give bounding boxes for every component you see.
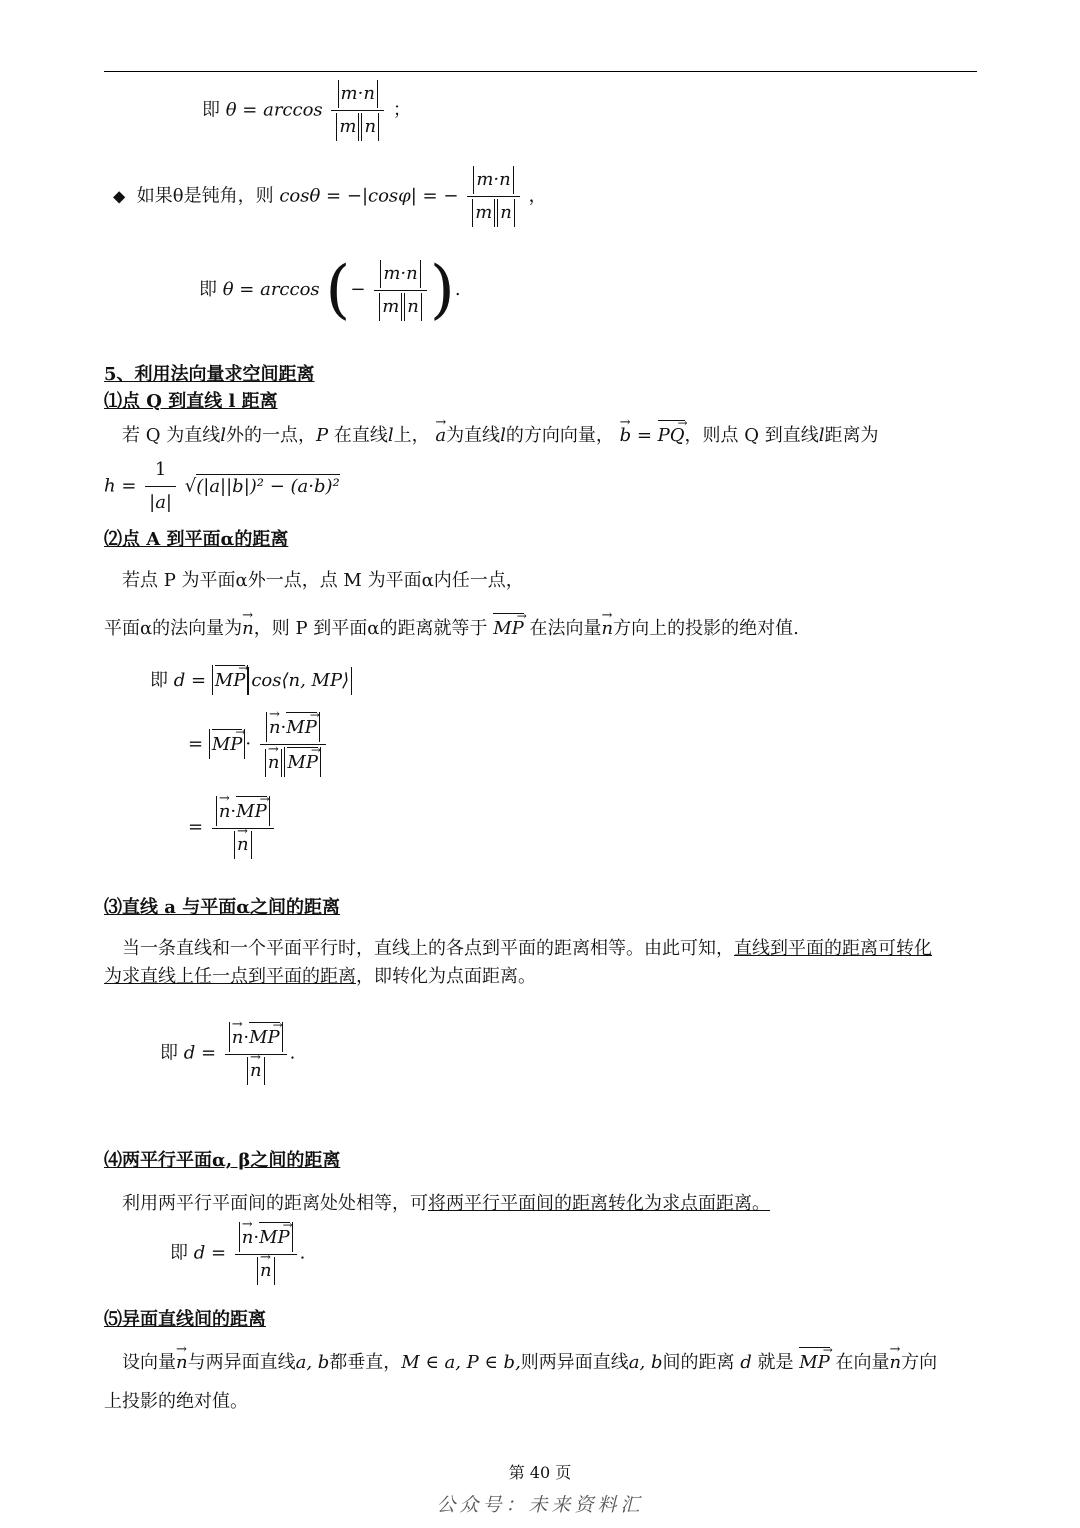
subsection-5-line1: 设向量→ n与两异面直线a, b都垂直，M ∈ a, P ∈ b,则两异面直线a, b间的距离 d 就是 MP → 在向量→ n方向 <box>122 1347 937 1377</box>
equation-arccos-acute: 即 θ = arccos $\frac{m\cdot n}{\text{m n}}$ ； <box>202 80 411 141</box>
equation-d-step1: 即 d = MP → cos⟨n, MP⟩ <box>150 665 352 695</box>
watermark: 公众号：未来资料汇 <box>436 1494 644 1516</box>
top-rule <box>104 71 977 72</box>
subsection-5-title: ⑸异面直线间的距离 <box>104 1309 266 1330</box>
equation-d-step2: = MP → · → n·MP → → n MP → <box>188 712 329 777</box>
diamond-bullet-icon: ◆ <box>113 186 126 206</box>
subsection-2-title: ⑵点 A 到平面α的距离 <box>104 529 289 550</box>
equation-arccos-obtuse: 即 θ = arccos (− $\frac{m\cdot n}{\text{m n}}$ ). <box>199 253 461 327</box>
fraction: $\frac{m\cdot n}{\text{m n}}$ <box>331 80 384 141</box>
equation-d-step3: = → n·MP → → n <box>188 796 277 859</box>
bullet-obtuse: ◆ 如果θ是钝角，则 cosθ = −|cosφ| = − $\frac{m\cdot n}{\text{m n}}$ ， <box>113 166 547 227</box>
page-number: 第 40 页 <box>508 1463 572 1482</box>
subsection-1-text: 若 Q 为直线l外的一点，P 在直线l上， → a为直线l的方向向量， → b = PQ →，则点 Q 到直线l距离为 <box>122 420 879 450</box>
subsection-3-title: ⑶直线 a 与平面α之间的距离 <box>104 897 341 918</box>
section-5-title: 5、利用法向量求空间距离 <box>104 364 315 385</box>
subsection-2-line2: 平面α的法向量为→ n，则 P 到平面α的距离就等于 MP → 在法向量→ n方向上的投影的绝对值. <box>104 613 799 643</box>
subsection-5-line2: 上投影的绝对值。 <box>104 1391 248 1412</box>
subsection-3-line1: 当一条直线和一个平面平行时，直线上的各点到平面的距离相等。由此可知，直线到平面的距离可转化 <box>122 938 932 959</box>
distance-formula-h: h = $\frac{1}{|a|}$ √(|a||b|)² − (a·b)² <box>104 456 340 517</box>
equation-d-parallel-planes: 即 d = → n·MP → → n . <box>170 1222 305 1285</box>
equation-d-line-plane: 即 d = → n·MP → → n . <box>160 1022 295 1085</box>
subsection-3-line2: 为求直线上任一点到平面的距离，即转化为点面距离。 <box>104 966 536 987</box>
subsection-1-title: ⑴点 Q 到直线 l 距离 <box>104 391 278 412</box>
numerator: m·n <box>338 80 378 108</box>
subsection-4-title: ⑷两平行平面α, β之间的距离 <box>104 1150 341 1171</box>
subsection-4-line1: 利用两平行平面间的距离处处相等，可将两平行平面间的距离转化为求点面距离。 <box>122 1193 770 1214</box>
subsection-2-line1: 若点 P 为平面α外一点，点 M 为平面α内任一点， <box>122 570 524 591</box>
